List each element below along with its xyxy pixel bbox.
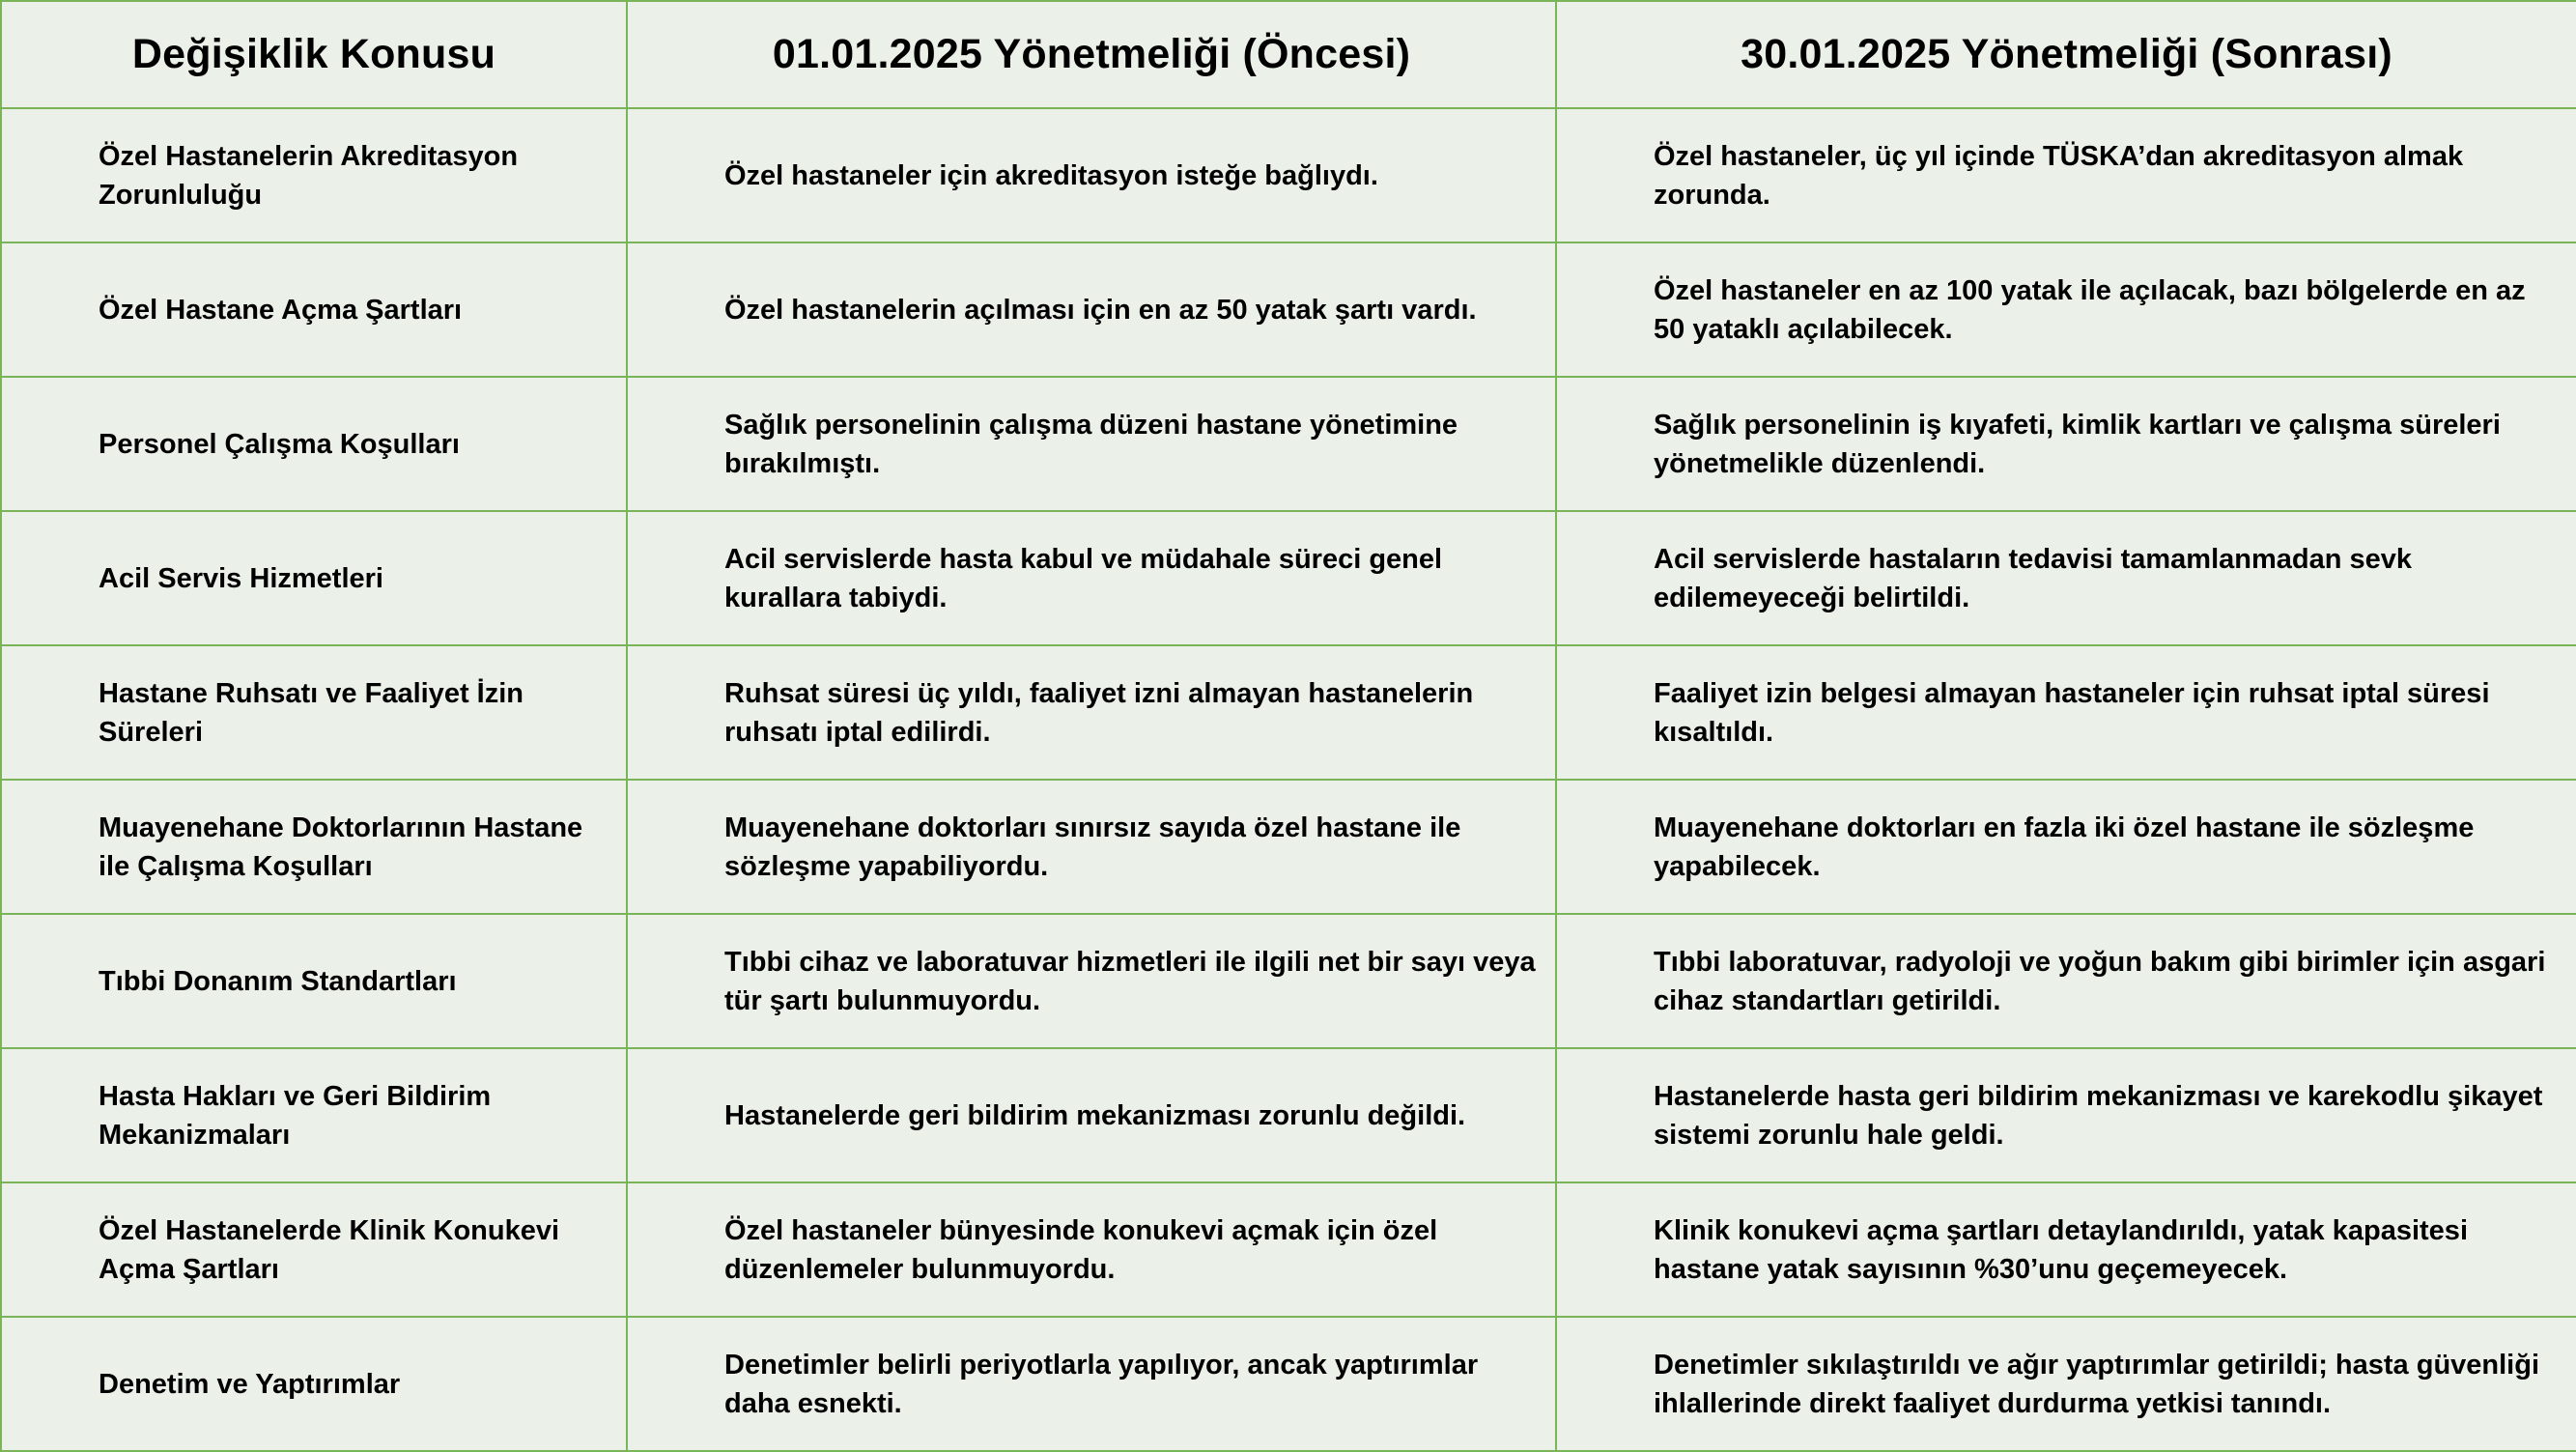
table-row — [1, 645, 2576, 780]
table-row — [1, 242, 2576, 377]
header-after: 30.01.2025 Yönetmeliği (Sonrası) — [1556, 1, 2576, 108]
before-cell: Muayenehane doktorları sınırsız sayıda özel hastane ile sözleşme yapabiliyordu. — [627, 780, 1556, 914]
before-cell: Özel hastaneler için akreditasyon isteğe bağlıydı. — [627, 108, 1556, 242]
before-cell: Ruhsat süresi üç yıldı, faaliyet izni almayan hastanelerin ruhsatı iptal edilirdi. — [627, 645, 1556, 780]
after-cell: Klinik konukevi açma şartları detaylandırıldı, yatak kapasitesi hastane yatak sayısının %30’unu geçemeyecek. — [1556, 1182, 2576, 1317]
after-cell: Faaliyet izin belgesi almayan hastaneler için ruhsat iptal süresi kısaltıldı. — [1556, 645, 2576, 780]
topic-cell: Özel Hastane Açma Şartları — [1, 242, 627, 377]
topic-cell: Tıbbi Donanım Standartları — [1, 914, 627, 1048]
after-cell: Özel hastaneler en az 100 yatak ile açılacak, bazı bölgelerde en az 50 yataklı açılabilecek. — [1556, 242, 2576, 377]
topic-cell: Özel Hastanelerde Klinik Konukevi Açma Şartları — [1, 1182, 627, 1317]
after-cell: Tıbbi laboratuvar, radyoloji ve yoğun bakım gibi birimler için asgari cihaz standartları getirildi. — [1556, 914, 2576, 1048]
topic-cell: Denetim ve Yaptırımlar — [1, 1317, 627, 1451]
table-row — [1, 780, 2576, 914]
after-cell: Özel hastaneler, üç yıl içinde TÜSKA’dan akreditasyon almak zorunda. — [1556, 108, 2576, 242]
table-header-row — [1, 1, 2576, 108]
before-cell: Hastanelerde geri bildirim mekanizması zorunlu değildi. — [627, 1048, 1556, 1182]
table-row — [1, 1317, 2576, 1451]
topic-cell: Özel Hastanelerin Akreditasyon Zorunluluğu — [1, 108, 627, 242]
before-cell: Özel hastaneler bünyesinde konukevi açmak için özel düzenlemeler bulunmuyordu. — [627, 1182, 1556, 1317]
before-cell: Acil servislerde hasta kabul ve müdahale süreci genel kurallara tabiydi. — [627, 511, 1556, 645]
table-row — [1, 377, 2576, 511]
after-cell: Sağlık personelinin iş kıyafeti, kimlik kartları ve çalışma süreleri yönetmelikle düzenlendi. — [1556, 377, 2576, 511]
after-cell: Hastanelerde hasta geri bildirim mekanizması ve karekodlu şikayet sistemi zorunlu hale geldi. — [1556, 1048, 2576, 1182]
topic-cell: Hastane Ruhsatı ve Faaliyet İzin Süreleri — [1, 645, 627, 780]
topic-cell: Personel Çalışma Koşulları — [1, 377, 627, 511]
topic-cell: Hasta Hakları ve Geri Bildirim Mekanizmaları — [1, 1048, 627, 1182]
table-row — [1, 511, 2576, 645]
before-cell: Denetimler belirli periyotlarla yapılıyor, ancak yaptırımlar daha esnekti. — [627, 1317, 1556, 1451]
after-cell: Denetimler sıkılaştırıldı ve ağır yaptırımlar getirildi; hasta güvenliği ihlallerinde direkt faaliyet durdurma yetkisi tanındı. — [1556, 1317, 2576, 1451]
before-cell: Sağlık personelinin çalışma düzeni hastane yönetimine bırakılmıştı. — [627, 377, 1556, 511]
table-row — [1, 1048, 2576, 1182]
table-row — [1, 1182, 2576, 1317]
after-cell: Muayenehane doktorları en fazla iki özel hastane ile sözleşme yapabilecek. — [1556, 780, 2576, 914]
table-row — [1, 108, 2576, 242]
before-cell: Tıbbi cihaz ve laboratuvar hizmetleri ile ilgili net bir sayı veya tür şartı bulunmuyordu. — [627, 914, 1556, 1048]
header-topic: Değişiklik Konusu — [1, 1, 627, 108]
after-cell: Acil servislerde hastaların tedavisi tamamlanmadan sevk edilemeyeceği belirtildi. — [1556, 511, 2576, 645]
topic-cell: Acil Servis Hizmetleri — [1, 511, 627, 645]
table-row — [1, 914, 2576, 1048]
before-cell: Özel hastanelerin açılması için en az 50 yatak şartı vardı. — [627, 242, 1556, 377]
header-before: 01.01.2025 Yönetmeliği (Öncesi) — [627, 1, 1556, 108]
topic-cell: Muayenehane Doktorlarının Hastane ile Çalışma Koşulları — [1, 780, 627, 914]
